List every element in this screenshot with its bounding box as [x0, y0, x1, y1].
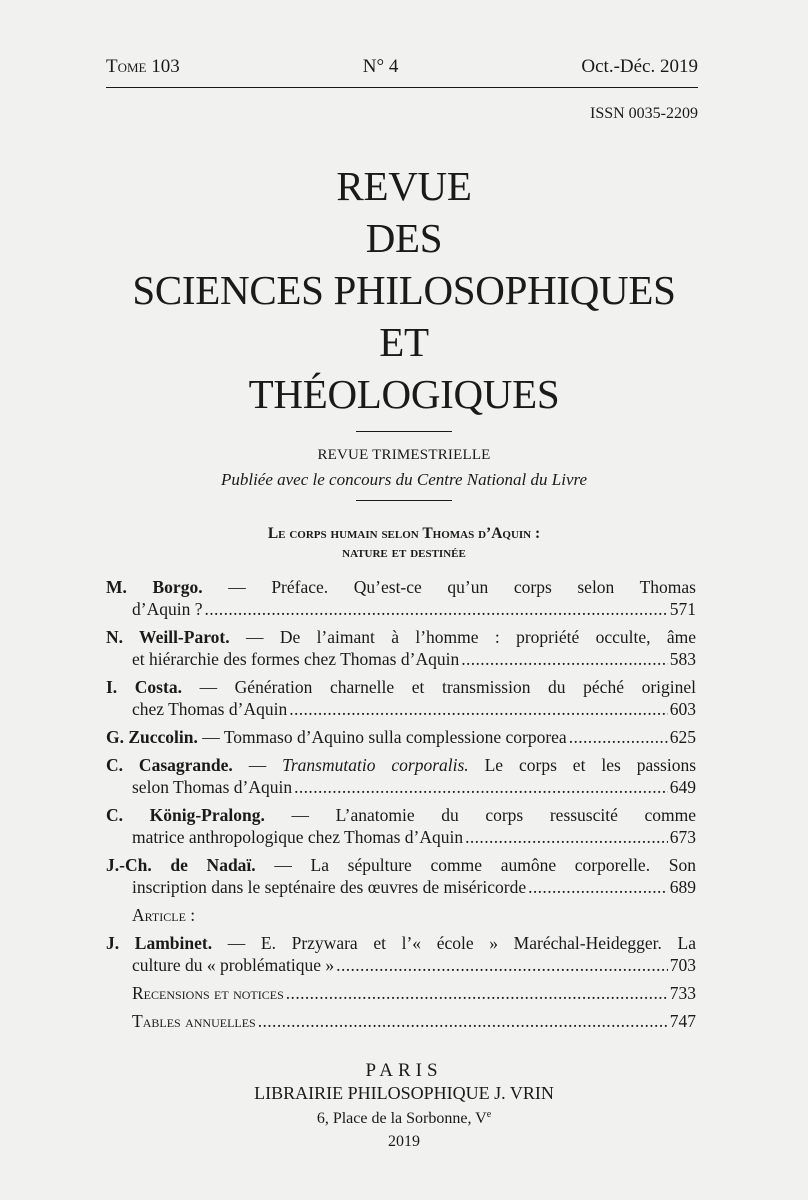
subtitle: REVUE TRIMESTRIELLE: [317, 447, 491, 463]
toc-author: I. Costa.: [106, 677, 182, 697]
toc-page: 703: [669, 955, 696, 975]
toc-title: Le corps et les passions: [484, 755, 697, 775]
tables-label: Tables annuelles: [132, 1011, 256, 1031]
dot-leader: [336, 954, 668, 976]
toc-title: — Préface. Qu’est-ce qu’un corps selon Thomas: [228, 577, 696, 597]
toc-author: G. Zuccolin.: [106, 727, 198, 747]
dot-leader: [528, 876, 668, 898]
toc-title-italic: Transmutatio corporalis.: [282, 755, 469, 775]
toc-page: 747: [669, 1011, 696, 1031]
toc-title: — Génération charnelle et transmission du péché originel: [199, 677, 697, 697]
toc-entry[interactable]: [106, 576, 696, 620]
toc-title: — E. Przywara et l’« école » Maréchal-Heidegger. La: [227, 933, 696, 953]
title-line: SCIENCES PHILOSOPHIQUES: [132, 267, 676, 313]
toc-title-cont: d’Aquin ?: [132, 599, 203, 619]
issue-theme: [0, 524, 808, 562]
toc-entry[interactable]: [106, 932, 696, 976]
toc-title-cont: selon Thomas d’Aquin: [132, 777, 293, 797]
title-line: THÉOLOGIQUES: [248, 371, 560, 417]
imprint-publisher: LIBRAIRIE PHILOSOPHIQUE J. VRIN: [254, 1083, 554, 1103]
toc-entry[interactable]: [106, 754, 696, 798]
theme-line: Le corps humain selon Thomas d’Aquin :: [267, 525, 541, 542]
volume-label: Tome 103: [106, 56, 180, 77]
theme-line: nature et destinée: [342, 544, 466, 561]
toc-author: M. Borgo.: [106, 577, 203, 597]
article-section-label: Article :: [132, 905, 196, 925]
toc-title-cont: matrice anthropologique chez Thomas d’Aquin: [132, 827, 464, 847]
toc-page: 583: [669, 649, 696, 669]
toc-title: — Tommaso d’Aquino sulla complessione corporea: [202, 727, 567, 747]
issue-date: Oct.-Déc. 2019: [581, 56, 698, 77]
toc-entry[interactable]: [106, 804, 696, 848]
address-text: 6, Place de la Sorbonne, V: [316, 1110, 487, 1127]
toc-author: J.-Ch. de Nadaï.: [106, 855, 256, 875]
toc-entry[interactable]: [106, 626, 696, 670]
issn: ISSN 0035-2209: [589, 105, 698, 122]
imprint-address: [0, 1104, 808, 1130]
dot-leader: [461, 648, 668, 670]
toc-title: — L’anatomie du corps ressuscité comme: [291, 805, 696, 825]
recensions-label: Recensions et notices: [132, 983, 284, 1003]
toc-title-cont: inscription dans le septénaire des œuvres de miséricorde: [132, 877, 527, 897]
address-sup: e: [486, 1109, 492, 1120]
toc-page: 603: [669, 699, 696, 719]
toc-title: — De l’aimant à l’homme : propriété occulte, âme: [245, 627, 696, 647]
toc-page: 689: [669, 877, 696, 897]
toc-page: 649: [669, 777, 696, 797]
header-bar: [106, 56, 698, 88]
dot-leader: [294, 776, 668, 798]
toc-entry-recensions[interactable]: [106, 982, 696, 1004]
dot-leader: [204, 598, 667, 620]
divider: [356, 431, 452, 432]
title-line: ET: [379, 319, 429, 365]
toc-page: 571: [669, 599, 696, 619]
toc-entry-tables[interactable]: [106, 1010, 696, 1032]
toc-title-cont: et hiérarchie des formes chez Thomas d’Aquin: [132, 649, 460, 669]
toc-page: 673: [669, 827, 696, 847]
toc-entry[interactable]: [106, 854, 696, 898]
toc-entry[interactable]: [106, 726, 696, 748]
toc-page: 625: [669, 727, 696, 747]
publisher-imprint: [0, 1060, 808, 1154]
toc-entry[interactable]: [106, 676, 696, 720]
toc-author: C. Casagrande.: [106, 755, 233, 775]
imprint-year: 2019: [388, 1133, 420, 1150]
divider: [356, 500, 452, 501]
support-note: Publiée avec le concours du Centre National du Livre: [220, 470, 588, 489]
journal-title: [0, 160, 808, 420]
issue-number: N° 4: [362, 56, 399, 77]
title-line: REVUE: [336, 163, 472, 209]
dot-leader: [465, 826, 668, 848]
title-line: DES: [365, 215, 443, 261]
dot-leader: [258, 1010, 668, 1032]
imprint-city: PARIS: [365, 1060, 443, 1081]
toc-title: — La sépulture comme aumône corporelle. Son: [274, 855, 696, 875]
toc-title-cont: culture du « problématique »: [132, 955, 335, 975]
dot-leader: [289, 698, 668, 720]
table-of-contents: [106, 576, 696, 1038]
dot-leader: [569, 726, 668, 748]
toc-title-cont: chez Thomas d’Aquin: [132, 699, 288, 719]
toc-page: 733: [669, 983, 696, 1003]
toc-author: C. König-Pralong.: [106, 805, 265, 825]
toc-author: N. Weill-Parot.: [106, 627, 230, 647]
dot-leader: [286, 982, 668, 1004]
toc-author: J. Lambinet.: [106, 933, 213, 953]
toc-dash: —: [248, 755, 267, 775]
